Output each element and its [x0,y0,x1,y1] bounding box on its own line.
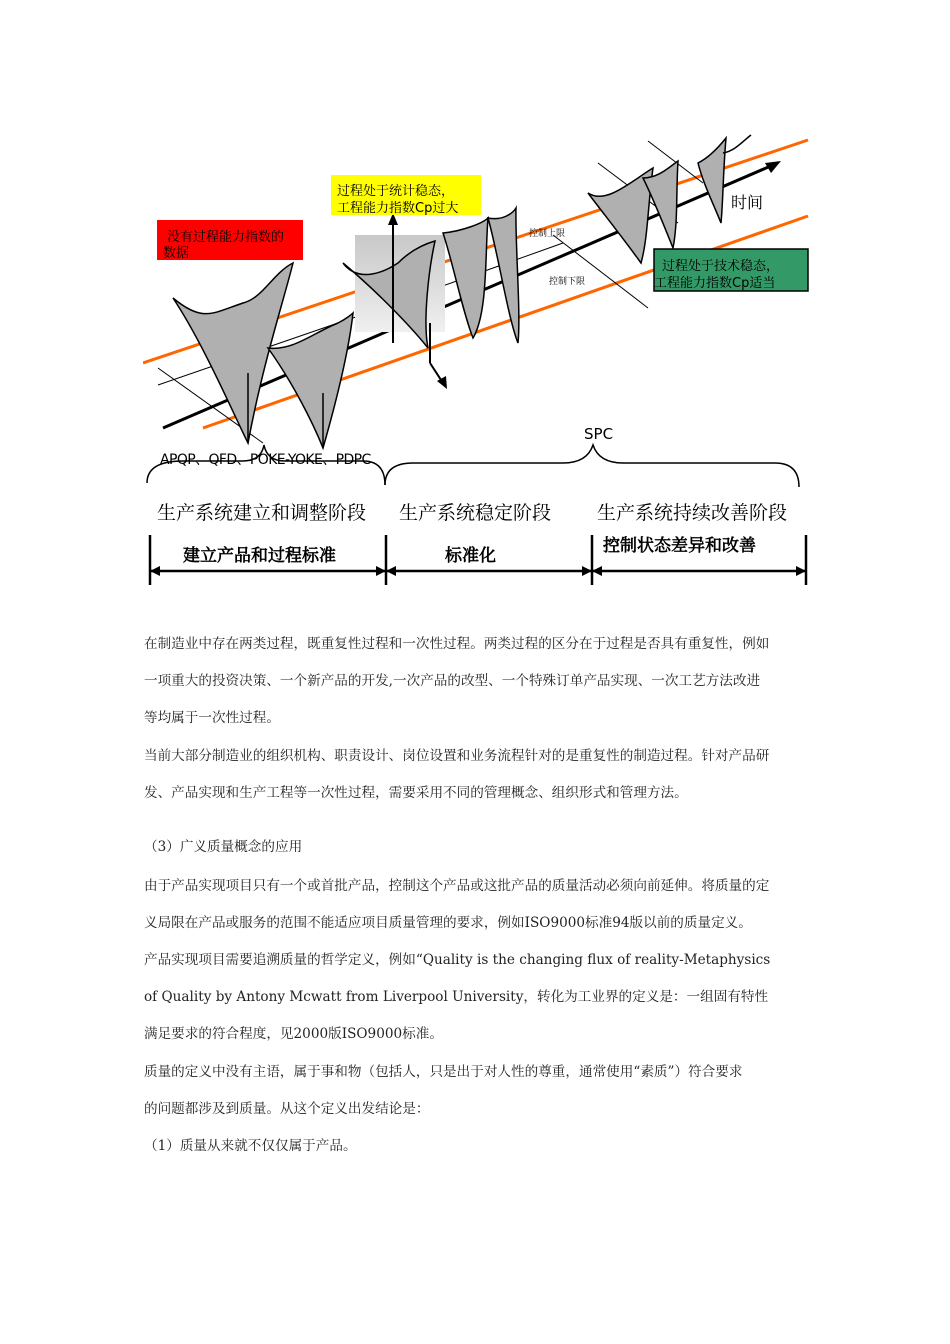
spc-label: SPC [584,425,614,443]
section-heading: （3）广义质量概念的应用 [144,839,303,855]
bottom2-label: 标准化 [445,546,496,566]
paragraph-line: 的问题都涉及到质量。从这个定义出发结论是： [144,1101,430,1117]
paragraph-line: （1）质量从来就不仅仅属于产品。 [144,1138,357,1154]
paragraph-line: 满足要求的符合程度，见2000版ISO9000标准。 [144,1026,443,1042]
lower-limit-label: 控制下限 [549,277,586,287]
paragraph-line: 由于产品实现项目只有一个或首批产品，控制这个产品或这批产品的质量活动必须向前延伸。将质量的定 [144,878,770,894]
upper-limit-label: 控制上限 [529,229,566,239]
red-note-line2: 数据 [163,246,190,261]
paragraph-line: 等均属于一次性过程。 [144,710,280,726]
paragraph-line: 在制造业中存在两类过程，既重复性过程和一次性过程。两类过程的区分在于过程是否具有重复性，例如 [144,636,770,652]
stage3-label: 生产系统持续改善阶段 [597,502,788,524]
paragraph-line: 一项重大的投资决策、一个新产品的开发,一次产品的改型、一个特殊订单产品实现、一次工艺方法改进 [144,673,761,689]
green-note-line1: 过程处于技术稳态， [662,259,780,274]
time-label: 时间 [731,193,764,212]
paragraph-line: 发、产品实现和生产工程等一次性过程，需要采用不同的管理概念、组织形式和管理方法。 [144,785,688,801]
spc-process-diagram [143,123,816,591]
paragraph-line: 当前大部分制造业的组织机构、职责设计、岗位设置和业务流程针对的是重复性的制造过程。针对产品研 [144,748,770,764]
tools-label: APQP、QFD、POKE-YOKE、PDPC [160,452,371,468]
paragraph-line: 产品实现项目需要追溯质量的哲学定义，例如“Quality is the changing flux of reality-Metaphysics [144,952,771,968]
bottom3-label: 控制状态差异和改善 [603,536,756,556]
paragraph-line: of Quality by Antony Mcwatt from Liverpool University，转化为工业界的定义是：一组固有特性 [144,989,769,1005]
stage1-label: 生产系统建立和调整阶段 [157,502,367,524]
green-note-line2: 工程能力指数Cp适当 [654,276,776,291]
stage2-label: 生产系统稳定阶段 [399,502,552,524]
yellow-note-line2: 工程能力指数Cp过大 [337,201,459,216]
paragraph-line: 义局限在产品或服务的范围不能适应项目质量管理的要求，例如ISO9000标准94版以前的质量定义。 [144,915,752,931]
yellow-note-line1: 过程处于统计稳态， [337,184,455,199]
bottom1-label: 建立产品和过程标准 [183,546,336,566]
paragraph-line: 质量的定义中没有主语，属于事和物（包括人，只是出于对人性的尊重，通常使用“素质”）符合要求 [144,1064,743,1080]
red-note-line1: 没有过程能力指数的 [167,230,285,245]
